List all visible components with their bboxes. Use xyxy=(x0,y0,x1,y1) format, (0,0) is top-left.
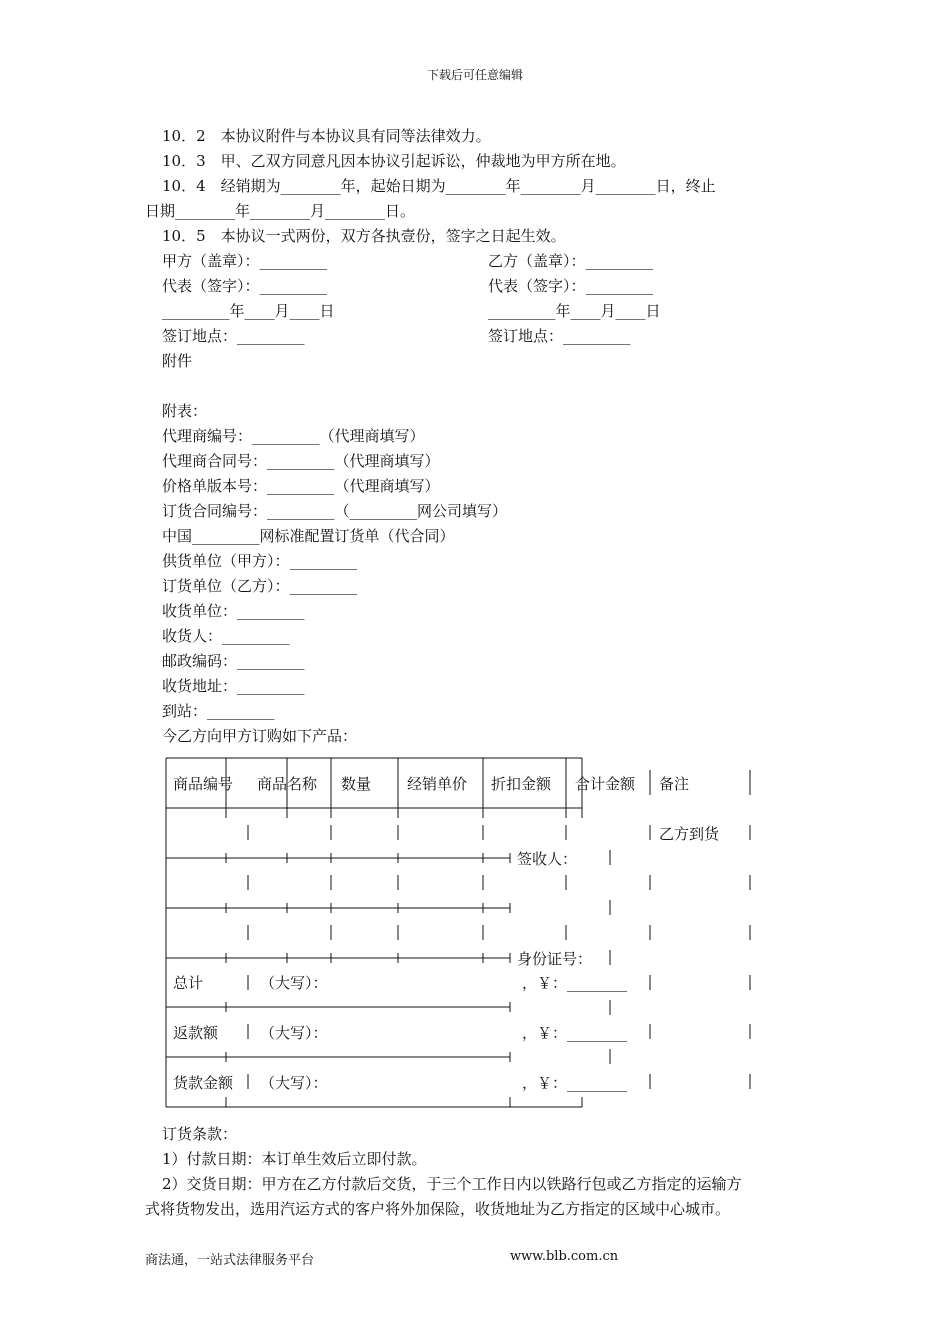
table-header-product-code: 商品编号 xyxy=(173,775,234,793)
payment-yen: ，￥：________ xyxy=(522,1074,628,1092)
receipt-label: 乙方到货 xyxy=(659,825,720,843)
schedule-title: 附表： xyxy=(162,402,208,420)
clause-10-2: 10．2 本协议附件与本协议具有同等法律效力。 xyxy=(162,127,491,145)
buyer-field: 订货单位（乙方）：_________ xyxy=(162,577,358,595)
rebate-daxie: （大写）： xyxy=(260,1024,328,1042)
clause-10-4-line2: 日期________年________月________日。 xyxy=(145,202,416,220)
id-number-label: 身份证号： xyxy=(517,950,593,968)
price-list-version: 价格单版本号：_________（代理商填写） xyxy=(162,477,440,495)
address-field: 收货地址：_________ xyxy=(162,677,305,695)
party-b-signing-place: 签订地点：_________ xyxy=(488,327,631,345)
table-header-quantity: 数量 xyxy=(341,775,372,793)
total-daxie: （大写）： xyxy=(260,974,328,992)
station-field: 到站：_________ xyxy=(162,702,275,720)
party-b-seal: 乙方（盖章）：_________ xyxy=(488,252,654,270)
party-a-signing-place: 签订地点：_________ xyxy=(162,327,305,345)
total-yen: ，￥：________ xyxy=(522,974,628,992)
footer-platform: 商法通，一站式法律服务平台 xyxy=(145,1253,315,1268)
attachment-title: 附件 xyxy=(162,352,193,370)
total-label: 总计 xyxy=(173,974,204,992)
page-header-note: 下载后可任意编辑 xyxy=(426,68,523,82)
supplier-field: 供货单位（甲方）：_________ xyxy=(162,552,358,570)
table-header-discount: 折扣金额 xyxy=(491,775,552,793)
table-header-unit-price: 经销单价 xyxy=(407,775,468,793)
order-intro: 今乙方向甲方订购如下产品： xyxy=(162,727,358,745)
order-contract-number: 订货合同编号：_________（_________网公司填写） xyxy=(162,502,508,520)
clause-10-3: 10．3 甲、乙双方同意凡因本协议引起诉讼，仲裁地为甲方所在地。 xyxy=(162,152,626,170)
consignee-field: 收货人：_________ xyxy=(162,627,290,645)
table-header-total: 合计金额 xyxy=(575,775,636,793)
order-form-title: 中国_________网标准配置订货单（代合同） xyxy=(162,527,455,545)
party-a-date: _________年____月____日 xyxy=(162,302,335,320)
footer-website: www.blb.com.cn xyxy=(510,1249,619,1264)
term-payment-date: 1）付款日期：本订单生效后立即付款。 xyxy=(162,1150,427,1168)
party-b-representative: 代表（签字）：_________ xyxy=(488,277,654,295)
term-delivery-line2: 式将货物发出，选用汽运方式的客户将外加保险，收货地址为乙方指定的区域中心城市。 xyxy=(145,1200,731,1218)
party-a-seal: 甲方（盖章）：_________ xyxy=(162,252,328,270)
party-b-date: _________年____月____日 xyxy=(488,302,661,320)
payment-label: 货款金额 xyxy=(173,1074,234,1092)
table-header-product-name: 商品名称 xyxy=(257,775,318,793)
rebate-label: 返款额 xyxy=(173,1024,219,1042)
table-header-remark: 备注 xyxy=(659,775,690,793)
party-a-representative: 代表（签字）：_________ xyxy=(162,277,328,295)
clause-10-4-line1: 10．4 经销期为________年，起始日期为________年________月________日，终止 xyxy=(162,177,716,195)
payment-daxie: （大写）： xyxy=(260,1074,328,1092)
terms-title: 订货条款： xyxy=(162,1125,238,1143)
agent-number: 代理商编号：_________（代理商填写） xyxy=(162,427,425,445)
term-delivery-line1: 2）交货日期：甲方在乙方付款后交货，于三个工作日内以铁路行包或乙方指定的运输方 xyxy=(162,1175,742,1193)
clause-10-5: 10．5 本协议一式两份，双方各执壹份，签字之日起生效。 xyxy=(162,227,566,245)
rebate-yen: ，￥：________ xyxy=(522,1024,628,1042)
signer-label: 签收人： xyxy=(517,850,578,868)
consignee-unit-field: 收货单位：_________ xyxy=(162,602,305,620)
agent-contract-number: 代理商合同号：_________（代理商填写） xyxy=(162,452,440,470)
postcode-field: 邮政编码：_________ xyxy=(162,652,305,670)
